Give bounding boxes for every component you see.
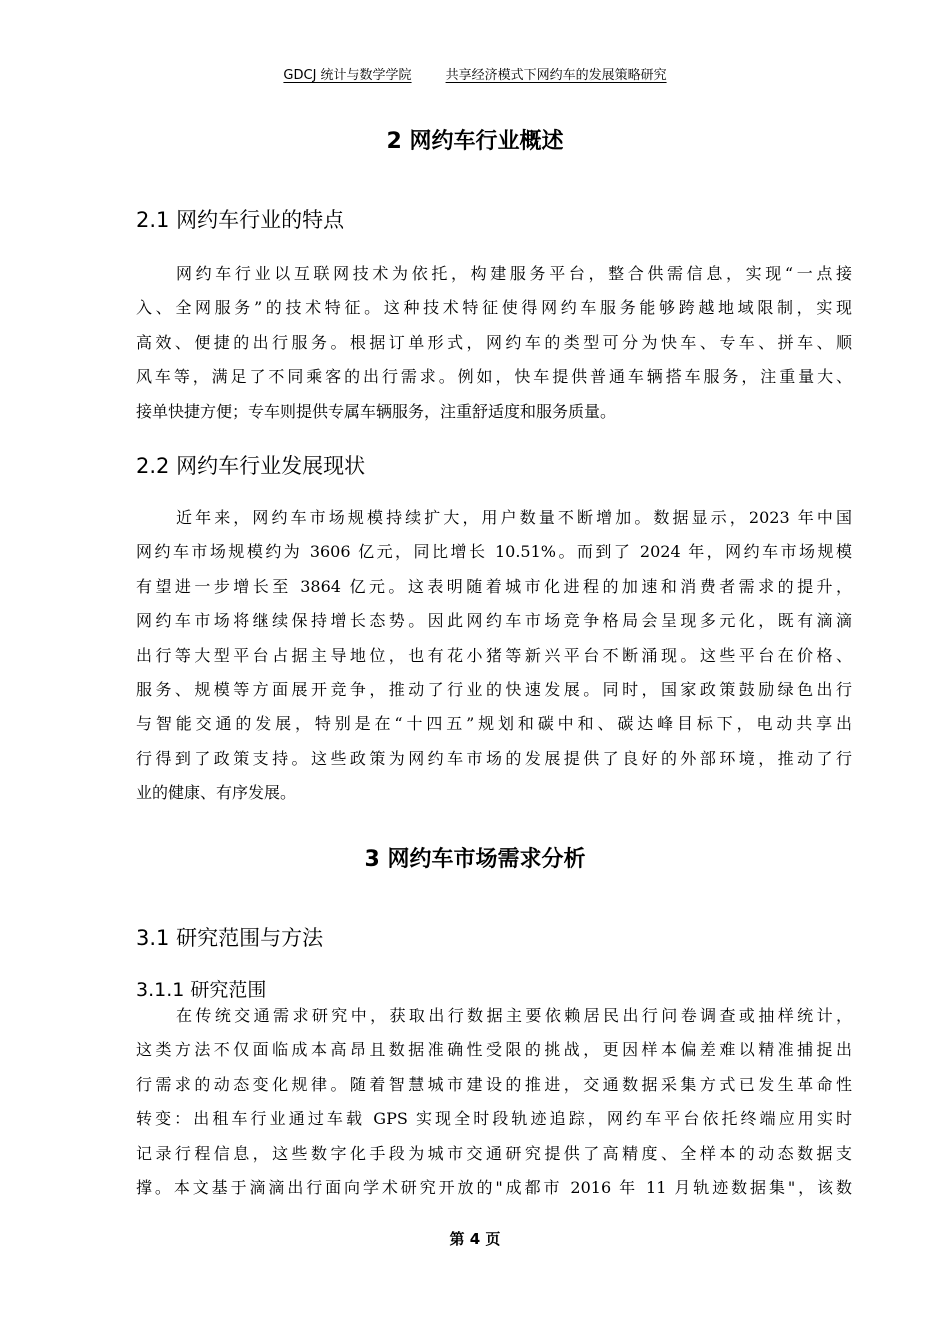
paragraph-line: 与智能交通的发展，特别是在“十四五”规划和碳中和、碳达峰目标下，电动共享出 [136, 714, 852, 734]
paragraph-line: 撑。本文基于滴滴出行面向学术研究开放的"成都市 2016 年 11 月轨迹数据集"，该数 [136, 1177, 852, 1197]
section-2-1-paragraph [136, 257, 852, 429]
running-header [0, 66, 950, 86]
chapter-3-title: 3 网约车市场需求分析 [364, 847, 586, 872]
paragraph-line: 网约车市场将继续保持增长态势。因此网约车市场竞争格局会呈现多元化，既有滴滴 [136, 611, 852, 631]
paragraph-line: 记录行程信息，这些数字化手段为城市交通研究提供了高精度、全样本的动态数据支 [136, 1143, 852, 1163]
section-2-2-title: 2.2 网约车行业发展现状 [136, 454, 366, 478]
chapter-2-title: 2 网约车行业概述 [386, 129, 564, 154]
paragraph-line: 出行等大型平台占据主导地位，也有花小猪等新兴平台不断涌现。这些平台在价格、 [136, 645, 852, 665]
subsection-3-1-1-title: 3.1.1 研究范围 [136, 979, 267, 1001]
header-institution: GDCJ 统计与数学学院 [283, 68, 412, 83]
paragraph-line: 转变：出租车行业通过车载 GPS 实现全时段轨迹追踪，网约车平台依托终端应用实时 [136, 1109, 852, 1129]
paragraph-line: 行需求的动态变化规律。随着智慧城市建设的推进，交通数据采集方式已发生革命性 [136, 1074, 852, 1094]
paragraph-line: 网约车行业以互联网技术为依托，构建服务平台，整合供需信息，实现“一点接 [176, 264, 852, 283]
paragraph-line: 近年来，网约车市场规模持续扩大，用户数量不断增加。数据显示，2023 年中国 [176, 508, 852, 527]
paragraph-line: 在传统交通需求研究中，获取出行数据主要依赖居民出行问卷调查或抽样统计， [176, 1006, 852, 1025]
paragraph-line: 业的健康、有序发展。 [136, 783, 297, 803]
header-paper-title: 共享经济模式下网约车的发展策略研究 [445, 68, 667, 83]
section-2-1-title: 2.1 网约车行业的特点 [136, 208, 345, 232]
paragraph-line: 高效、便捷的出行服务。根据订单形式，网约车的类型可分为快车、专车、拼车、顺 [136, 332, 852, 352]
paragraph-line: 风车等，满足了不同乘客的出行需求。例如，快车提供普通车辆搭车服务，注重量大、 [136, 367, 852, 387]
page-number: 第 4 页 [449, 1230, 501, 1248]
section-2-2-paragraph [136, 501, 852, 811]
paragraph-line: 服务、规模等方面展开竞争，推动了行业的快速发展。同时，国家政策鼓励绿色出行 [136, 679, 852, 699]
paragraph-line: 行得到了政策支持。这些政策为网约车市场的发展提供了良好的外部环境，推动了行 [136, 748, 852, 768]
paragraph-line: 接单快捷方便；专车则提供专属车辆服务，注重舒适度和服务质量。 [136, 401, 617, 421]
paragraph-line: 有望进一步增长至 3864 亿元。这表明随着城市化进程的加速和消费者需求的提升， [136, 576, 852, 596]
paragraph-line: 这类方法不仅面临成本高昂且数据准确性受限的挑战，更因样本偏差难以精准捕捉出 [136, 1040, 852, 1060]
section-3-1-title: 3.1 研究范围与方法 [136, 926, 324, 950]
paragraph-line: 网约车市场规模约为 3606 亿元，同比增长 10.51%。而到了 2024 年，网约车市场规模 [136, 542, 852, 562]
subsection-3-1-1-paragraph [136, 999, 852, 1205]
paragraph-line: 入、全网服务”的技术特征。这种技术特征使得网约车服务能够跨越地域限制，实现 [136, 298, 852, 318]
